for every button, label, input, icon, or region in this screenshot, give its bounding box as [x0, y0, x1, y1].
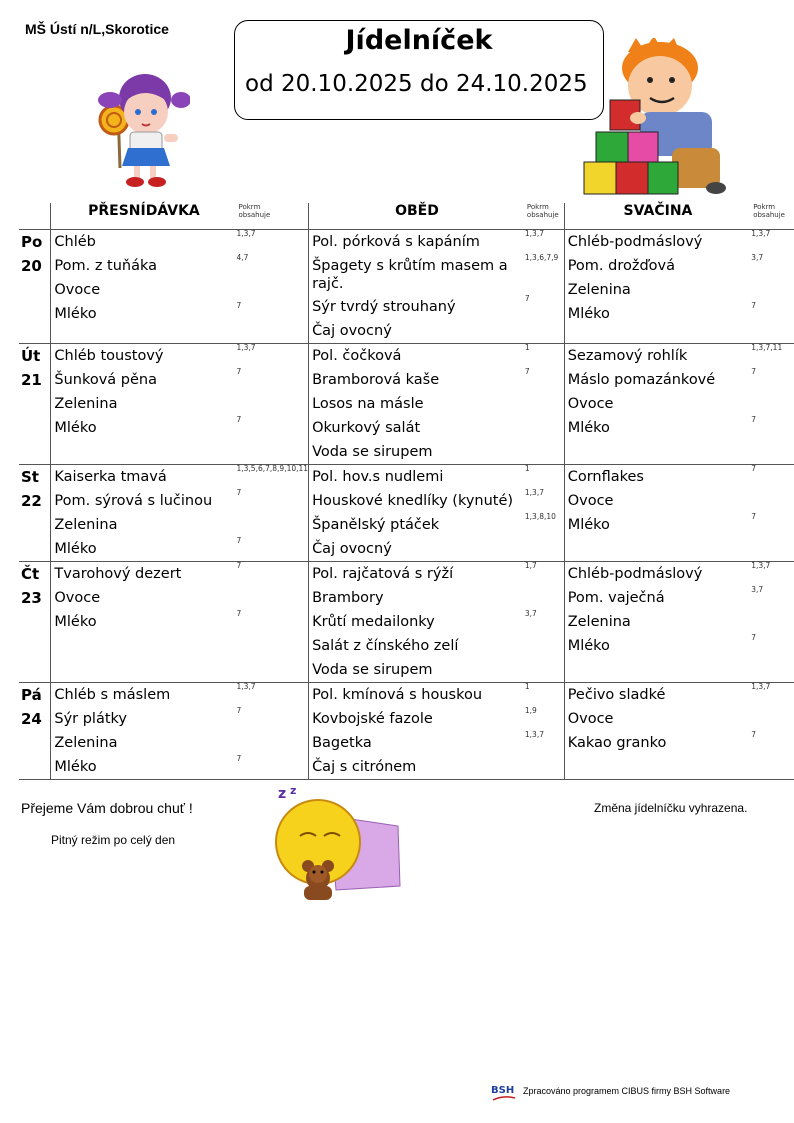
allergen-codes [237, 392, 309, 416]
menu-item: Mléko [54, 420, 97, 436]
menu-item: Kovbojské fazole [312, 711, 433, 727]
day-name: Po [21, 233, 43, 251]
allergen-codes [525, 537, 564, 561]
allergen-codes: 1 [524, 464, 530, 473]
menu-item: Kaiserka tmavá [54, 469, 167, 485]
lunch-cell [309, 465, 525, 562]
allergen-codes: 7 [751, 633, 756, 642]
menu-table [19, 203, 794, 780]
boy-blocks-illustration [580, 38, 730, 198]
svg-text:z: z [278, 786, 287, 802]
allergen-codes [525, 586, 564, 610]
breakfast-cell [51, 465, 237, 562]
day-row [19, 230, 794, 344]
breakfast-cell [51, 230, 237, 344]
lunch-allergens-cell [525, 683, 564, 780]
menu-item: Pečivo sladké [567, 687, 666, 703]
menu-item: Mléko [54, 306, 97, 322]
menu-item: Pom. z tuňáka [54, 258, 158, 274]
software-credit: Zpracováno programem CIBUS firmy BSH Software [523, 1086, 731, 1096]
menu-item: Špagety s krůtím masem a rajč. [312, 258, 508, 292]
snack-allergens-cell [751, 230, 794, 344]
lunch-cell [309, 562, 525, 683]
allergen-codes: 1,9 [524, 706, 537, 715]
allergen-codes: 1,3,7 [524, 488, 544, 497]
allergen-codes: 1,3,7 [751, 561, 771, 570]
menu-item: Houskové knedlíky (kynuté) [312, 493, 514, 509]
menu-item: Pol. rajčatová s rýží [312, 566, 454, 582]
page-title: Jídelníček [345, 25, 493, 56]
breakfast-allergens-cell [237, 344, 309, 465]
menu-item: Mléko [567, 638, 610, 654]
menu-item: Mléko [54, 759, 97, 775]
day-row [19, 562, 794, 683]
allergen-codes: 1,3,5,6,7,8,9,10,11 [236, 464, 309, 473]
menu-item: Šunková pěna [54, 372, 157, 388]
allergen-codes: 7 [751, 730, 756, 739]
menu-item: Bramborová kaše [312, 372, 440, 388]
allergen-codes [751, 610, 794, 634]
lunch-allergens-cell [525, 562, 564, 683]
snack-header: SVAČINA [564, 203, 751, 230]
allergen-codes: 1,3,7,11 [751, 343, 783, 352]
allergen-codes: 7 [751, 301, 756, 310]
allergen-codes [525, 634, 564, 658]
day-cell [19, 562, 51, 683]
allergen-codes: 7 [236, 488, 242, 497]
snack-cell [564, 344, 751, 465]
allergen-header: Pokrm obsahuje [525, 203, 564, 230]
menu-item: Voda se sirupem [312, 662, 433, 678]
menu-item: Mléko [54, 614, 97, 630]
allergen-codes: 1,3,7 [751, 682, 771, 691]
allergen-codes: 1 [524, 682, 530, 691]
lunch-cell [309, 344, 525, 465]
menu-item: Mléko [54, 541, 97, 557]
menu-item: Pom. vaječná [567, 590, 665, 606]
snack-cell [564, 683, 751, 780]
title-box [234, 20, 604, 120]
menu-item: Voda se sirupem [312, 444, 433, 460]
menu-item: Chléb [54, 234, 96, 250]
allergen-codes [751, 489, 794, 513]
allergen-codes: 7 [751, 512, 756, 521]
menu-item: Chléb-podmáslový [567, 234, 703, 250]
menu-item: Pol. čočková [312, 348, 402, 364]
menu-item: Ovoce [567, 493, 614, 509]
menu-item: Pol. kmínová s houskou [312, 687, 483, 703]
sleeping-moon-illustration [270, 786, 410, 906]
allergen-codes: 1,3,7 [236, 682, 256, 691]
day-cell [19, 465, 51, 562]
change-note: Změna jídelníčku vyhrazena. [594, 801, 748, 815]
menu-item: Zelenina [567, 614, 631, 630]
menu-item: Čaj ovocný [312, 323, 392, 339]
day-cell [19, 230, 51, 344]
girl-lollipop-illustration [90, 68, 190, 190]
allergen-codes: 1,3,7 [236, 343, 256, 352]
menu-item: Zelenina [54, 517, 118, 533]
school-name: MŠ Ústí n/L,Skorotice [25, 21, 169, 37]
bsh-logo [491, 1082, 519, 1104]
allergen-codes: 7 [524, 367, 530, 376]
allergen-codes: 7 [524, 294, 530, 303]
allergen-codes: 7 [751, 464, 756, 473]
allergen-codes: 7 [236, 367, 242, 376]
menu-item: Chléb-podmáslový [567, 566, 703, 582]
allergen-codes [751, 707, 794, 731]
day-row [19, 683, 794, 780]
menu-item: Španělský ptáček [312, 517, 440, 533]
allergen-codes [751, 278, 794, 302]
snack-allergens-cell [751, 465, 794, 562]
day-name: Út [21, 347, 41, 365]
breakfast-cell [51, 344, 237, 465]
day-row [19, 344, 794, 465]
allergen-codes: 7 [236, 706, 242, 715]
menu-item: Zelenina [54, 735, 118, 751]
allergen-codes: 7 [236, 609, 242, 618]
menu-item: Losos na másle [312, 396, 424, 412]
menu-item: Mléko [567, 420, 610, 436]
allergen-codes: 1,3,7 [236, 229, 256, 238]
svg-text:z: z [290, 786, 297, 797]
menu-item: Pol. hov.s nudlemi [312, 469, 444, 485]
allergen-codes: 1,3,7 [524, 229, 544, 238]
menu-item: Ovoce [54, 590, 101, 606]
day-date: 23 [21, 589, 42, 607]
breakfast-allergens-cell [237, 465, 309, 562]
allergen-codes: 3,7 [751, 585, 764, 594]
menu-item: Sýr tvrdý strouhaný [312, 299, 456, 315]
menu-item: Cornflakes [567, 469, 644, 485]
menu-item: Mléko [567, 306, 610, 322]
menu-item: Kakao granko [567, 735, 667, 751]
allergen-codes [237, 731, 309, 755]
snack-cell [564, 562, 751, 683]
allergen-codes [525, 319, 564, 343]
allergen-codes: 3,7 [751, 253, 764, 262]
menu-item: Čaj ovocný [312, 541, 392, 557]
day-date: 22 [21, 492, 42, 510]
allergen-codes: 3,7 [524, 609, 537, 618]
allergen-codes: 1,7 [524, 561, 537, 570]
day-date: 24 [21, 710, 42, 728]
menu-item: Chléb toustový [54, 348, 164, 364]
allergen-codes: 4,7 [236, 253, 249, 262]
menu-item: Brambory [312, 590, 384, 606]
snack-allergens-cell [751, 562, 794, 683]
allergen-header: Pokrm obsahuje [237, 203, 309, 230]
allergen-codes: 7 [236, 754, 242, 763]
header-row [19, 203, 794, 230]
lunch-cell [309, 683, 525, 780]
day-name: Čt [21, 565, 40, 583]
date-range: od 20.10.2025 do 24.10.2025 [245, 71, 588, 97]
day-name: St [21, 468, 39, 486]
lunch-allergens-cell [525, 465, 564, 562]
lunch-header: OBĚD [309, 203, 525, 230]
allergen-header: Pokrm obsahuje [751, 203, 794, 230]
day-cell [19, 683, 51, 780]
menu-item: Ovoce [54, 282, 101, 298]
day-date: 20 [21, 257, 42, 275]
day-row [19, 465, 794, 562]
svg-text:BSH: BSH [491, 1085, 515, 1096]
allergen-codes: 1,3,6,7,9 [524, 253, 559, 262]
menu-item: Mléko [567, 517, 610, 533]
menu-item: Sýr plátky [54, 711, 127, 727]
allergen-codes: 1,3,7 [751, 229, 771, 238]
allergen-codes [525, 658, 564, 682]
snack-allergens-cell [751, 683, 794, 780]
allergen-codes [525, 440, 564, 464]
allergen-codes: 7 [236, 415, 242, 424]
snack-cell [564, 230, 751, 344]
breakfast-header: PŘESNÍDÁVKA [51, 203, 237, 230]
allergen-codes [525, 392, 564, 416]
allergen-codes: 7 [236, 561, 242, 570]
menu-item: Sezamový rohlík [567, 348, 688, 364]
day-name: Pá [21, 686, 42, 704]
menu-item: Bagetka [312, 735, 372, 751]
allergen-codes: 7 [751, 415, 756, 424]
menu-item: Krůtí medailonky [312, 614, 435, 630]
allergen-codes [237, 513, 309, 537]
breakfast-cell [51, 683, 237, 780]
menu-item: Pol. pórková s kapáním [312, 234, 480, 250]
menu-item: Zelenina [567, 282, 631, 298]
menu-item: Salát z čínského zelí [312, 638, 459, 654]
allergen-codes: 1,3,7 [524, 730, 544, 739]
menu-item: Pom. sýrová s lučinou [54, 493, 213, 509]
menu-item: Máslo pomazánkové [567, 372, 716, 388]
allergen-codes: 7 [236, 536, 242, 545]
lunch-allergens-cell [525, 230, 564, 344]
lunch-cell [309, 230, 525, 344]
snack-cell [564, 465, 751, 562]
day-cell [19, 344, 51, 465]
allergen-codes: 7 [236, 301, 242, 310]
menu-item: Ovoce [567, 396, 614, 412]
menu-item: Zelenina [54, 396, 118, 412]
allergen-codes [237, 586, 309, 610]
menu-item: Chléb s máslem [54, 687, 171, 703]
snack-allergens-cell [751, 344, 794, 465]
wish-text: Přejeme Vám dobrou chuť ! [21, 800, 193, 816]
menu-item: Pom. drožďová [567, 258, 676, 274]
allergen-codes [525, 755, 564, 779]
allergen-codes [237, 278, 309, 302]
menu-item: Okurkový salát [312, 420, 421, 436]
breakfast-allergens-cell [237, 683, 309, 780]
day-date: 21 [21, 371, 42, 389]
menu-item: Ovoce [567, 711, 614, 727]
allergen-codes: 7 [751, 367, 756, 376]
drinking-note: Pitný režim po celý den [51, 833, 176, 847]
allergen-codes [751, 392, 794, 416]
menu-item: Tvarohový dezert [54, 566, 182, 582]
breakfast-allergens-cell [237, 230, 309, 344]
menu-item: Čaj s citrónem [312, 759, 417, 775]
lunch-allergens-cell [525, 344, 564, 465]
allergen-codes: 1 [524, 343, 530, 352]
breakfast-allergens-cell [237, 562, 309, 683]
allergen-codes [525, 416, 564, 440]
allergen-codes: 1,3,8,10 [524, 512, 556, 521]
breakfast-cell [51, 562, 237, 683]
